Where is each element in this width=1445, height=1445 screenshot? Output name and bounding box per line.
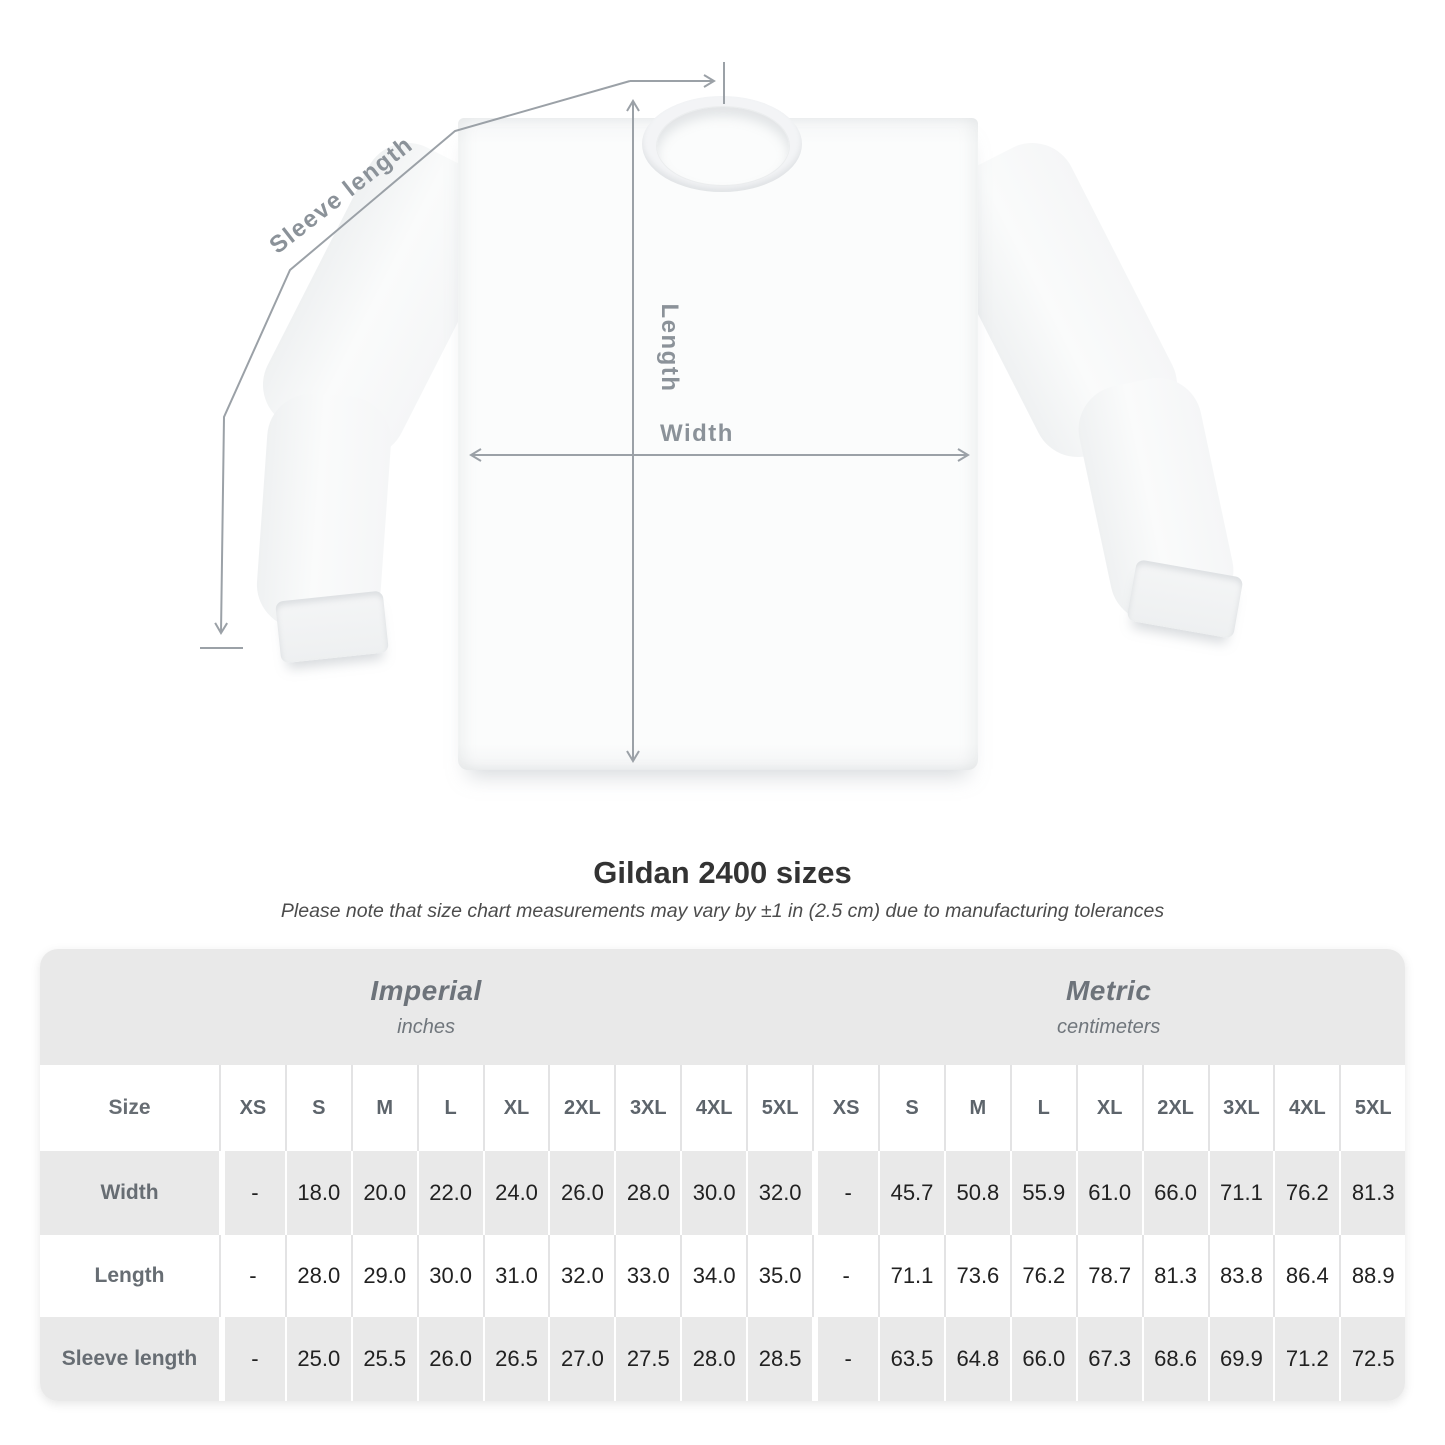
data-cell-metric: - [812, 1317, 878, 1401]
size-col-header-imperial: 4XL [680, 1065, 746, 1151]
page-title: Gildan 2400 sizes [593, 855, 852, 890]
data-cell-metric: - [812, 1235, 878, 1317]
data-cell-imperial: 32.0 [548, 1235, 614, 1317]
size-col-header-metric: L [1010, 1065, 1076, 1151]
table-row-width [40, 1151, 1405, 1235]
data-cell-imperial: 26.5 [483, 1317, 549, 1401]
size-header-row [40, 1065, 1405, 1151]
data-cell-imperial: 30.0 [680, 1151, 746, 1235]
width-label: Width [660, 420, 734, 447]
size-col-header-metric: XS [812, 1065, 878, 1151]
metric-units-header [812, 949, 1405, 1065]
imperial-unit: inches [397, 1016, 455, 1038]
sleeve-length-line [221, 81, 630, 633]
data-cell-imperial: 35.0 [746, 1235, 812, 1317]
size-col-header-imperial: 2XL [548, 1065, 614, 1151]
data-cell-metric: 76.2 [1273, 1151, 1339, 1235]
data-cell-metric: 78.7 [1076, 1235, 1142, 1317]
data-cell-metric: 83.8 [1208, 1235, 1274, 1317]
data-cell-imperial: 34.0 [680, 1235, 746, 1317]
data-cell-metric: 81.3 [1142, 1235, 1208, 1317]
data-cell-imperial: 26.0 [548, 1151, 614, 1235]
size-col-header-metric: 4XL [1273, 1065, 1339, 1151]
size-table [40, 949, 1405, 1401]
imperial-label: Imperial [370, 975, 482, 1006]
row-label: Width [40, 1151, 219, 1235]
data-cell-metric: 72.5 [1339, 1317, 1405, 1401]
data-cell-metric: 50.8 [944, 1151, 1010, 1235]
size-col-header-imperial: XS [219, 1065, 285, 1151]
data-cell-imperial: 22.0 [417, 1151, 483, 1235]
data-cell-imperial: 28.0 [285, 1235, 351, 1317]
data-cell-imperial: 28.0 [614, 1151, 680, 1235]
size-col-header-metric: XL [1076, 1065, 1142, 1151]
size-col-header-imperial: 3XL [614, 1065, 680, 1151]
metric-label: Metric [1065, 975, 1152, 1006]
data-cell-metric: 68.6 [1142, 1317, 1208, 1401]
data-cell-imperial: 25.0 [285, 1317, 351, 1401]
data-cell-metric: - [812, 1151, 878, 1235]
data-cell-metric: 86.4 [1273, 1235, 1339, 1317]
data-cell-imperial: 32.0 [746, 1151, 812, 1235]
data-cell-metric: 81.3 [1339, 1151, 1405, 1235]
data-cell-imperial: - [219, 1235, 285, 1317]
data-cell-imperial: 27.5 [614, 1317, 680, 1401]
data-cell-metric: 66.0 [1142, 1151, 1208, 1235]
data-cell-imperial: 24.0 [483, 1151, 549, 1235]
data-cell-imperial: 28.5 [746, 1317, 812, 1401]
size-table-container [40, 949, 1405, 1401]
size-col-header-imperial: S [285, 1065, 351, 1151]
size-col-header-metric: S [878, 1065, 944, 1151]
data-cell-metric: 67.3 [1076, 1317, 1142, 1401]
size-col-header-metric: 5XL [1339, 1065, 1405, 1151]
data-cell-imperial: 29.0 [351, 1235, 417, 1317]
length-label: Length [656, 303, 683, 393]
row-label: Sleeve length [40, 1317, 219, 1401]
data-cell-imperial: 31.0 [483, 1235, 549, 1317]
data-cell-metric: 61.0 [1076, 1151, 1142, 1235]
size-col-header-imperial: 5XL [746, 1065, 812, 1151]
imperial-units-header [40, 949, 812, 1065]
data-cell-metric: 69.9 [1208, 1317, 1274, 1401]
data-cell-metric: 45.7 [878, 1151, 944, 1235]
size-col-header-metric: M [944, 1065, 1010, 1151]
table-row-sleeve-length [40, 1317, 1405, 1401]
size-col-header-metric: 3XL [1208, 1065, 1274, 1151]
sleeve-length-label: Sleeve length [264, 130, 419, 260]
units-header-row [40, 949, 1405, 1065]
size-col-header-metric: 2XL [1142, 1065, 1208, 1151]
size-col-header-imperial: XL [483, 1065, 549, 1151]
data-cell-metric: 63.5 [878, 1317, 944, 1401]
data-cell-imperial: - [219, 1151, 285, 1235]
data-cell-metric: 88.9 [1339, 1235, 1405, 1317]
data-cell-imperial: 18.0 [285, 1151, 351, 1235]
tolerance-note: Please note that size chart measurements may vary by ±1 in (2.5 cm) due to manufacturing tolerances [280, 900, 1165, 922]
table-row-length [40, 1235, 1405, 1317]
size-col-header-imperial: M [351, 1065, 417, 1151]
data-cell-metric: 66.0 [1010, 1317, 1076, 1401]
data-cell-imperial: - [219, 1317, 285, 1401]
data-cell-metric: 64.8 [944, 1317, 1010, 1401]
row-label: Length [40, 1235, 219, 1317]
size-header-label: Size [40, 1065, 219, 1151]
data-cell-metric: 55.9 [1010, 1151, 1076, 1235]
data-cell-imperial: 25.5 [351, 1317, 417, 1401]
data-cell-metric: 71.2 [1273, 1317, 1339, 1401]
data-cell-imperial: 33.0 [614, 1235, 680, 1317]
data-cell-imperial: 26.0 [417, 1317, 483, 1401]
data-cell-imperial: 28.0 [680, 1317, 746, 1401]
data-cell-imperial: 30.0 [417, 1235, 483, 1317]
data-cell-imperial: 20.0 [351, 1151, 417, 1235]
metric-unit: centimeters [1056, 1016, 1161, 1038]
data-cell-metric: 73.6 [944, 1235, 1010, 1317]
data-cell-metric: 76.2 [1010, 1235, 1076, 1317]
data-cell-metric: 71.1 [878, 1235, 944, 1317]
data-cell-metric: 71.1 [1208, 1151, 1274, 1235]
size-col-header-imperial: L [417, 1065, 483, 1151]
data-cell-imperial: 27.0 [548, 1317, 614, 1401]
